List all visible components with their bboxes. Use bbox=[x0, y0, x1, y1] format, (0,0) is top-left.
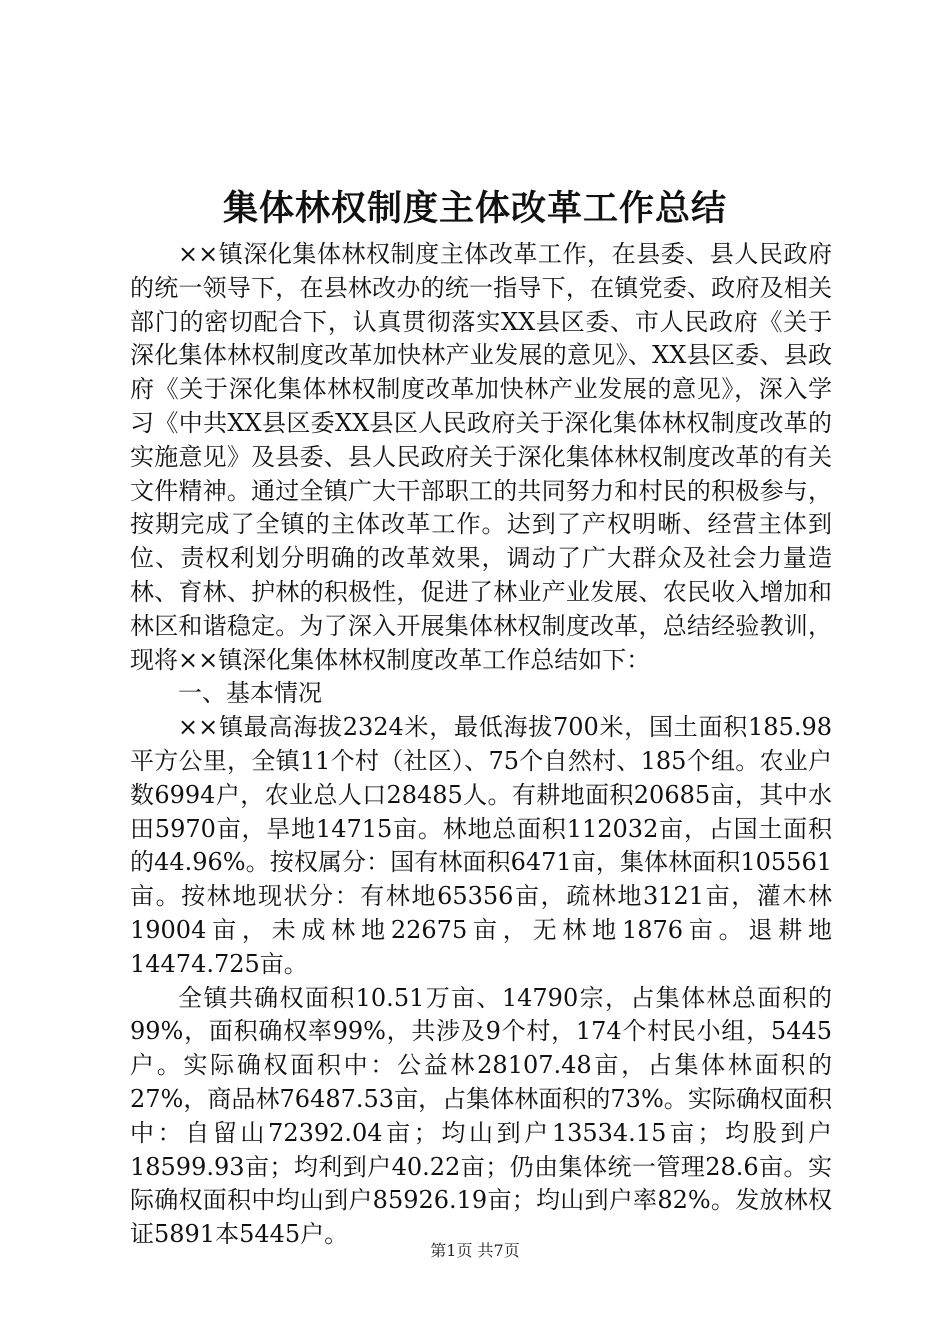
document-body bbox=[130, 238, 832, 1252]
intro-paragraph: ××镇深化集体林权制度主体改革工作，在县委、县人民政府的统一领导下，在县林改办的统一指导下，在镇党委、政府及相关部门的密切配合下，认真贯彻落实XX县区委、市人民政府《关于深化集体林权制度改革加快林产业发展的意见》、XX县区委、县政府《关于深化集体林权制度改革加快林产业发展的意见》，深入学习《中共XX县区委XX县区人民政府关于深化集体林权制度改革的实施意见》及县委、县人民政府关于深化集体林权制度改革的有关文件精神。通过全镇广大干部职工的共同努力和村民的积极参与，按期完成了全镇的主体改革工作。达到了产权明晰、经营主体到位、责权利划分明确的改革效果，调动了广大群众及社会力量造林、育林、护林的积极性，促进了林业产业发展、农民收入增加和林区和谐稳定。为了深入开展集体林权制度改革，总结经验教训，现将××镇深化集体林权制度改革工作总结如下： bbox=[130, 240, 832, 674]
basic-info-paragraph: ××镇最高海拔2324米，最低海拔700米，国土面积185.98平方公里，全镇11个村（社区）、75个自然村、185个组。农业户数6994户，农业总人口28485人。有耕地面积20685亩，其中水田5970亩，旱地14715亩。林地总面积112032亩，占国土面积的44.96%。按权属分：国有林面积6471亩，集体林面积105561亩。按林地现状分：有林地65356亩，疏林地3121亩，灌木林19004亩，未成林地22675亩，无林地1876亩。退耕地14474.725亩。 bbox=[130, 713, 832, 978]
document-title: 集体林权制度主体改革工作总结 bbox=[222, 188, 727, 229]
page-footer: 第1页 共7页 bbox=[430, 1241, 520, 1260]
section-heading: 一、基本情况 bbox=[178, 679, 322, 708]
tenure-paragraph: 全镇共确权面积10.51万亩、14790宗，占集体林总面积的99%，面积确权率99%，共涉及9个村，174个村民小组，5445户。实际确权面积中：公益林28107.48亩，占集体林面积的27%，商品林76487.53亩，占集体林面积的73%。实际确权面积中：自留山72392.04亩；均山到户13534.15亩；均股到户18599.93亩；均利到户40.22亩；仍由集体统一管理28.6亩。实际确权面积中均山到户85926.19亩；均山到户率82%。发放林权证5891本5445户。 bbox=[130, 983, 832, 1249]
